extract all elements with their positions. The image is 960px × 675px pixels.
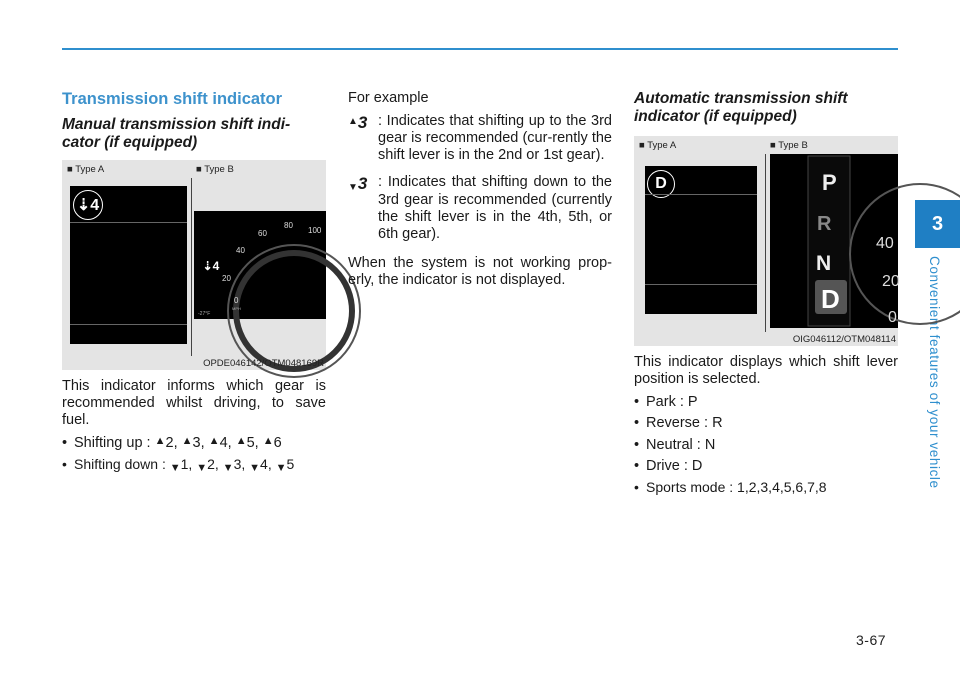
- gauge-tick-label: 40: [876, 234, 894, 252]
- down-arrow-icon: ▼: [275, 462, 287, 475]
- type-a-label: ■ Type A: [639, 139, 677, 151]
- not-working-note: When the system is not working prop-erly, the indicator is not displayed.: [348, 254, 612, 288]
- automatic-indicator-description: This indicator displays which shift lever position is selected.: [634, 353, 898, 387]
- shift-list: [62, 435, 326, 476]
- shift-up-gear: ▲5: [235, 434, 255, 451]
- gear-badge-a: ⇣4: [73, 190, 103, 220]
- type-b-label: ■ Type B: [196, 163, 234, 175]
- shift-down-gear: ▼2: [196, 456, 215, 475]
- chapter-title: Convenient features of your vehicle: [927, 256, 942, 489]
- up-arrow-icon: ▲: [262, 434, 274, 447]
- cluster-gauge-b: [770, 154, 898, 328]
- up-arrow-icon: ▲: [181, 434, 193, 447]
- gauge-tick-label: 0: [234, 295, 239, 305]
- up-arrow-icon: ▲: [208, 434, 220, 447]
- up-arrow-icon: ▲: [348, 116, 358, 128]
- automatic-subtitle: Automatic transmission shift indicator (if equipped): [634, 90, 848, 125]
- example-down-text: : Indicates that shifting down to the 3rd gear is recommended (currently the shift lever is in the 4th, 5th, or 6th gear).: [378, 174, 612, 242]
- position-item: • Drive : D: [634, 458, 898, 475]
- chapter-number-tab: 3: [915, 200, 960, 248]
- drive-badge-a: D: [647, 170, 675, 198]
- up-arrow-icon: ▲: [154, 434, 166, 447]
- position-n: N: [816, 251, 832, 275]
- shift-down-label: Shifting down :: [74, 456, 170, 473]
- figure-divider: [765, 154, 766, 332]
- gauge-tick-label: 0: [888, 308, 897, 326]
- shift-up-gear: ▲6: [262, 434, 282, 451]
- page-number: 3-67: [856, 632, 887, 648]
- figure-caption: OIG046112/OTM048114: [792, 333, 896, 345]
- gauge-tick-label: 20: [222, 273, 231, 283]
- down-arrow-icon: ▼: [169, 462, 181, 475]
- example-down-symbol: ▼3: [348, 174, 368, 194]
- up-arrow-icon: ▲: [235, 434, 247, 447]
- manual-subtitle: Manual transmission shift indi-cator (if equipped): [62, 116, 291, 151]
- gauge-tick-label: 60: [258, 228, 267, 238]
- example-shift-up: [348, 113, 612, 164]
- column-manual-indicator: [62, 90, 326, 480]
- gear-badge-b: ⇣4: [202, 258, 220, 273]
- section-title: Transmission shift indicator: [62, 90, 283, 108]
- position-item: • Sports mode : 1,2,3,4,5,6,7,8: [634, 479, 898, 496]
- position-item: • Park : P: [634, 394, 898, 411]
- position-r: R: [817, 212, 832, 235]
- manual-indicator-description: This indicator informs which gear is recommended whilst driving, to save fuel.: [62, 377, 326, 428]
- shift-up-gear: ▲2: [154, 434, 174, 451]
- figure-caption: OPDE046142/OTM048169R: [203, 357, 324, 369]
- example-shift-down: [348, 174, 612, 242]
- type-a-label: ■ Type A: [67, 163, 105, 175]
- for-example-label: For example: [348, 90, 429, 106]
- screen-line: [645, 284, 757, 285]
- position-d: D: [821, 283, 840, 314]
- type-b-label: ■ Type B: [770, 139, 808, 151]
- gauge-tick-label: 40: [236, 245, 245, 255]
- position-item: • Neutral : N: [634, 437, 898, 454]
- header-rule: [62, 48, 898, 50]
- position-p: P: [822, 169, 837, 195]
- down-arrow-icon: ▼: [249, 462, 261, 475]
- gauge-unit: MPH: [232, 305, 241, 311]
- position-item: • Reverse : R: [634, 415, 898, 432]
- manual-indicator-figure: [62, 160, 326, 370]
- shift-up-gear: ▲4: [208, 434, 228, 451]
- screen-line: [70, 222, 187, 223]
- cluster-screen-a: [70, 186, 187, 344]
- shift-down-item: • Shifting down : ▼1, ▼2, ▼3, ▼4, ▼5: [62, 456, 326, 475]
- cluster-gauge-b: [194, 211, 326, 319]
- example-up-text: : Indicates that shifting up to the 3rd gear is recommended (cur-rently the shift lever is in the 2nd or 1st gear).: [378, 113, 612, 164]
- position-list: [634, 394, 898, 496]
- shift-up-gear: ▲3: [181, 434, 201, 451]
- example-up-symbol: ▲3: [348, 113, 368, 133]
- column-automatic-indicator: [634, 90, 898, 500]
- down-arrow-icon: ▼: [196, 462, 208, 475]
- shift-down-gear: ▼5: [275, 456, 295, 475]
- gauge-tick-label: 80: [284, 220, 293, 230]
- column-examples: [348, 90, 612, 295]
- down-arrow-icon: ▼: [348, 182, 358, 194]
- shift-up-label: Shifting up :: [74, 434, 155, 451]
- figure-divider: [191, 178, 192, 356]
- gauge-tick-label: 100: [308, 225, 322, 235]
- down-arrow-icon: ▼: [222, 462, 234, 475]
- cluster-screen-a: [645, 166, 757, 314]
- gauge-tick-label: 20: [882, 272, 900, 290]
- shift-down-gear: ▼1: [169, 456, 189, 475]
- gear-position-graphic: [770, 154, 898, 328]
- shift-down-gear: ▼3: [222, 456, 242, 475]
- screen-line: [645, 194, 757, 195]
- shift-up-item: • Shifting up : ▲2, ▲3, ▲4, ▲5, ▲6: [62, 435, 326, 452]
- gauge-temperature: -27°F: [198, 310, 211, 317]
- shift-down-gear: ▼4: [249, 456, 268, 475]
- screen-line: [70, 324, 187, 325]
- automatic-indicator-figure: [634, 136, 898, 346]
